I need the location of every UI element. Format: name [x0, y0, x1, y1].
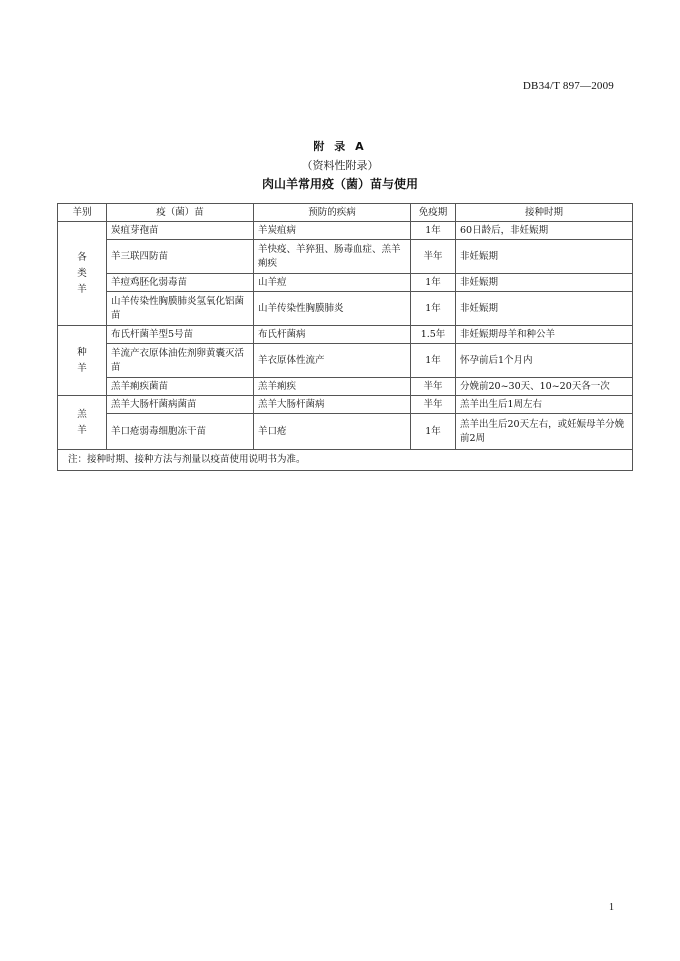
timing-cell: 分娩前20~30天、10~20天各一次 — [456, 378, 633, 396]
column-header: 免疫期 — [411, 204, 456, 222]
column-header: 接种时期 — [456, 204, 633, 222]
timing-cell: 羔羊出生后1周左右 — [456, 396, 633, 414]
vaccine-table — [57, 203, 633, 471]
vaccine-cell: 羊口疮弱毒细胞冻干苗 — [107, 414, 254, 450]
disease-cell: 山羊传染性胸膜肺炎 — [254, 292, 411, 326]
document-code: DB34/T 897—2009 — [522, 80, 614, 92]
disease-cell: 布氏杆菌病 — [254, 326, 411, 344]
disease-cell: 羔羊大肠杆菌病 — [254, 396, 411, 414]
group-label: 羔 羊 — [58, 396, 107, 450]
table-row — [58, 292, 633, 326]
vaccine-cell: 羊流产衣原体油佐剂卵黄囊灭活苗 — [107, 344, 254, 378]
immunity-cell: 半年 — [411, 378, 456, 396]
column-header: 羊别 — [58, 204, 107, 222]
table-row — [58, 274, 633, 292]
column-header: 预防的疾病 — [254, 204, 411, 222]
immunity-cell: 1年 — [411, 274, 456, 292]
table-row — [58, 414, 633, 450]
table-row — [58, 222, 633, 240]
timing-cell: 非妊娠期 — [456, 240, 633, 274]
vaccine-cell: 羊三联四防苗 — [107, 240, 254, 274]
disease-cell: 羊炭疽病 — [254, 222, 411, 240]
group-label: 种 羊 — [58, 326, 107, 396]
table-row — [58, 240, 633, 274]
immunity-cell: 1年 — [411, 344, 456, 378]
vaccine-cell: 山羊传染性胸膜肺炎氢氧化铝菌苗 — [107, 292, 254, 326]
appendix-nature: （资料性附录） — [301, 159, 379, 172]
group-label: 各 类 羊 — [58, 222, 107, 326]
timing-cell: 羔羊出生后20天左右，或妊娠母羊分娩前2周 — [456, 414, 633, 450]
immunity-cell: 1年 — [411, 414, 456, 450]
page-number: 1 — [609, 902, 614, 913]
table-row — [58, 344, 633, 378]
vaccine-cell: 羔羊痢疾菌苗 — [107, 378, 254, 396]
timing-cell: 怀孕前后1个月内 — [456, 344, 633, 378]
table-row — [58, 378, 633, 396]
appendix-label: 附 录 A — [313, 140, 367, 153]
immunity-cell: 1年 — [411, 292, 456, 326]
disease-cell: 羊快疫、羊猝狙、肠毒血症、羔羊痢疾 — [254, 240, 411, 274]
column-header: 疫（菌）苗 — [107, 204, 254, 222]
vaccine-cell: 羔羊大肠杆菌病菌苗 — [107, 396, 254, 414]
table-note: 注：接种时期、接种方法与剂量以疫苗使用说明书为准。 — [58, 450, 633, 471]
table-header-row — [58, 204, 633, 222]
table-row — [58, 396, 633, 414]
timing-cell: 非妊娠期 — [456, 274, 633, 292]
vaccine-cell: 炭疽芽孢苗 — [107, 222, 254, 240]
disease-cell: 羊口疮 — [254, 414, 411, 450]
immunity-cell: 1.5年 — [411, 326, 456, 344]
disease-cell: 山羊痘 — [254, 274, 411, 292]
table-note-row — [58, 450, 633, 471]
disease-cell: 羔羊痢疾 — [254, 378, 411, 396]
immunity-cell: 1年 — [411, 222, 456, 240]
timing-cell: 60日龄后，非妊娠期 — [456, 222, 633, 240]
vaccine-cell: 羊痘鸡胚化弱毒苗 — [107, 274, 254, 292]
table-row — [58, 326, 633, 344]
timing-cell: 非妊娠期母羊和种公羊 — [456, 326, 633, 344]
immunity-cell: 半年 — [411, 240, 456, 274]
disease-cell: 羊衣原体性流产 — [254, 344, 411, 378]
appendix-title: 肉山羊常用疫（菌）苗与使用 — [261, 177, 418, 191]
immunity-cell: 半年 — [411, 396, 456, 414]
vaccine-cell: 布氏杆菌羊型5号苗 — [107, 326, 254, 344]
timing-cell: 非妊娠期 — [456, 292, 633, 326]
